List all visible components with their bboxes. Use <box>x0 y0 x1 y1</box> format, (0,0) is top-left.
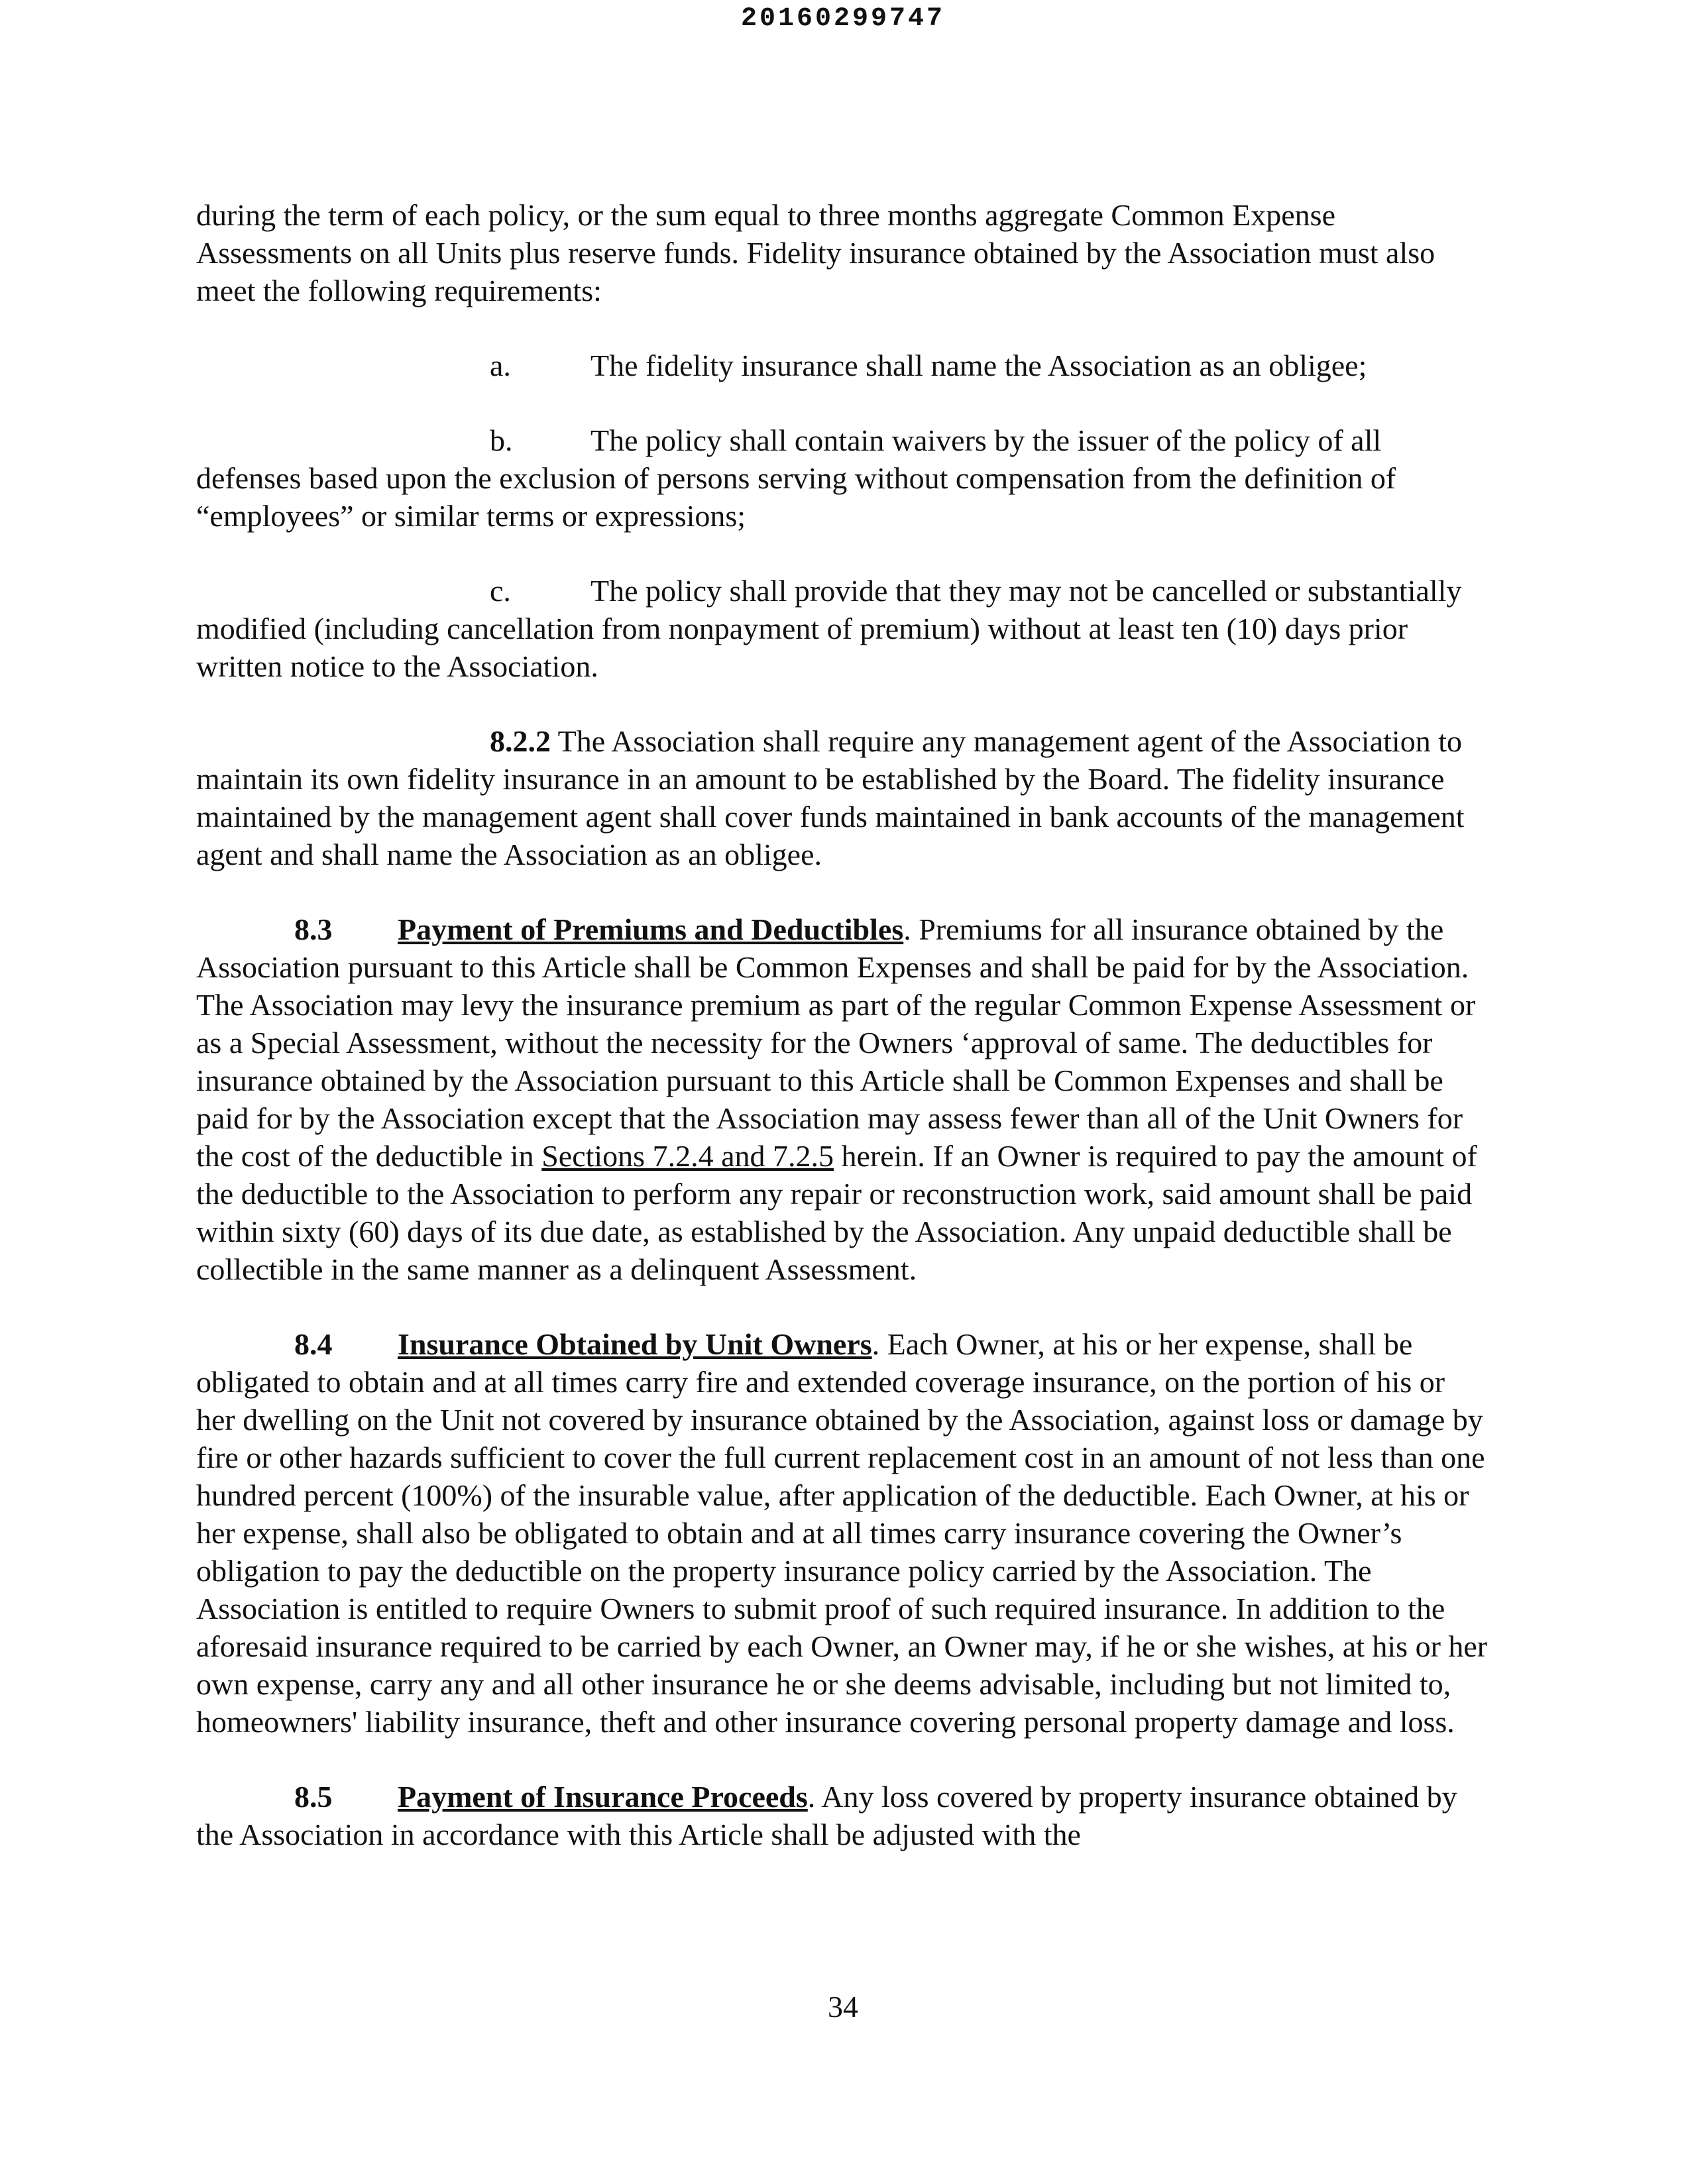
section-reference: Sections 7.2.4 and 7.2.5 <box>541 1139 834 1173</box>
document-number-header: 20160299747 <box>740 4 946 34</box>
section-heading: Payment of Insurance Proceeds <box>398 1780 808 1814</box>
section-8-2-2 <box>196 722 1489 873</box>
section-heading: Insurance Obtained by Unit Owners <box>398 1327 872 1361</box>
section-number: 8.5 <box>294 1780 333 1814</box>
section-heading: Payment of Premiums and Deductibles <box>398 912 904 946</box>
list-item-text: The policy shall contain waivers by the issuer of the policy of all defenses based upon the exclusion of persons serving without compensation from the definition of “employees” or similar terms or expressions; <box>196 423 1396 533</box>
section-number: 8.4 <box>294 1327 333 1361</box>
section-number: 8.2.2 <box>490 724 551 758</box>
section-text: . Each Owner, at his or her expense, shall be obligated to obtain and at all times carry fire and extended coverage insurance, on the portion of his or her dwelling on the Unit not covered by insurance obtained by the Association, against loss or damage by fire or other hazards sufficient to cover the full current replacement cost in an amount of not less than one hundred percent (100%) of the insurable value, after application of the deductible. Each Owner, at his or her expense, shall also be obligated to obtain and at all times carry insurance covering the Owner’s obligation to pay the deductible on the property insurance policy carried by the Association. The Association is entitled to require Owners to submit proof of such required insurance. In addition to the aforesaid insurance required to be carried by each Owner, an Owner may, if he or she wishes, at his or her own expense, carry any and all other insurance he or she deems advisable, including but not limited to, homeowners' liability insurance, theft and other insurance covering personal property damage and loss. <box>196 1327 1488 1739</box>
list-item-letter: c. <box>490 574 511 608</box>
section-8-5 <box>196 1778 1489 1853</box>
section-text: The Association shall require any management agent of the Association to maintain its own fidelity insurance in an amount to be established by the Board. The fidelity insurance maintained by the management agent shall cover funds maintained in bank accounts of the management agent and shall name the Association as an obligee. <box>196 724 1465 871</box>
list-item-text: The policy shall provide that they may not be cancelled or substantially modified (including cancellation from nonpayment of premium) without at least ten (10) days prior written notice to the Association. <box>196 574 1462 683</box>
section-text: . Any loss covered by property insurance obtained by the Association in accordance with this Article shall be adjusted with the <box>196 1780 1457 1851</box>
section-8-4 <box>196 1325 1489 1741</box>
list-item-b <box>196 421 1489 535</box>
list-item-letter: a. <box>490 349 511 382</box>
section-8-3 <box>196 910 1489 1288</box>
page-number: 34 <box>828 1990 858 2024</box>
section-number: 8.3 <box>294 912 333 946</box>
list-item-text: The fidelity insurance shall name the Association as an obligee; <box>590 349 1367 382</box>
list-item-letter: b. <box>490 423 513 457</box>
list-item-c <box>196 572 1489 685</box>
intro-paragraph: during the term of each policy, or the sum equal to three months aggregate Common Expense Assessments on all Units plus reserve funds. Fidelity insurance obtained by the Association must also meet the following requirements: <box>196 198 1435 307</box>
document-body <box>196 196 1489 1853</box>
list-item-a <box>196 347 1489 384</box>
section-text: herein. If an Owner is required to pay the amount of the deductible to the Association to perform any repair or reconstruction work, said amount shall be paid within sixty (60) days of its due date, as established by the Association. Any unpaid deductible shall be collectible in the same manner as a delinquent Assessment. <box>196 1139 1477 1286</box>
section-text: . Premiums for all insurance obtained by the Association pursuant to this Article shall be Common Expenses and shall be paid for by the Association. The Association may levy the insurance premium as part of the regular Common Expense Assessment or as a Special Assessment, without the necessity for the Owners ‘approval of same. The deductibles for insurance obtained by the Association pursuant to this Article shall be Common Expenses and shall be paid for by the Association except that the Association may assess fewer than all of the Unit Owners for the cost of the deductible in <box>196 912 1476 1173</box>
